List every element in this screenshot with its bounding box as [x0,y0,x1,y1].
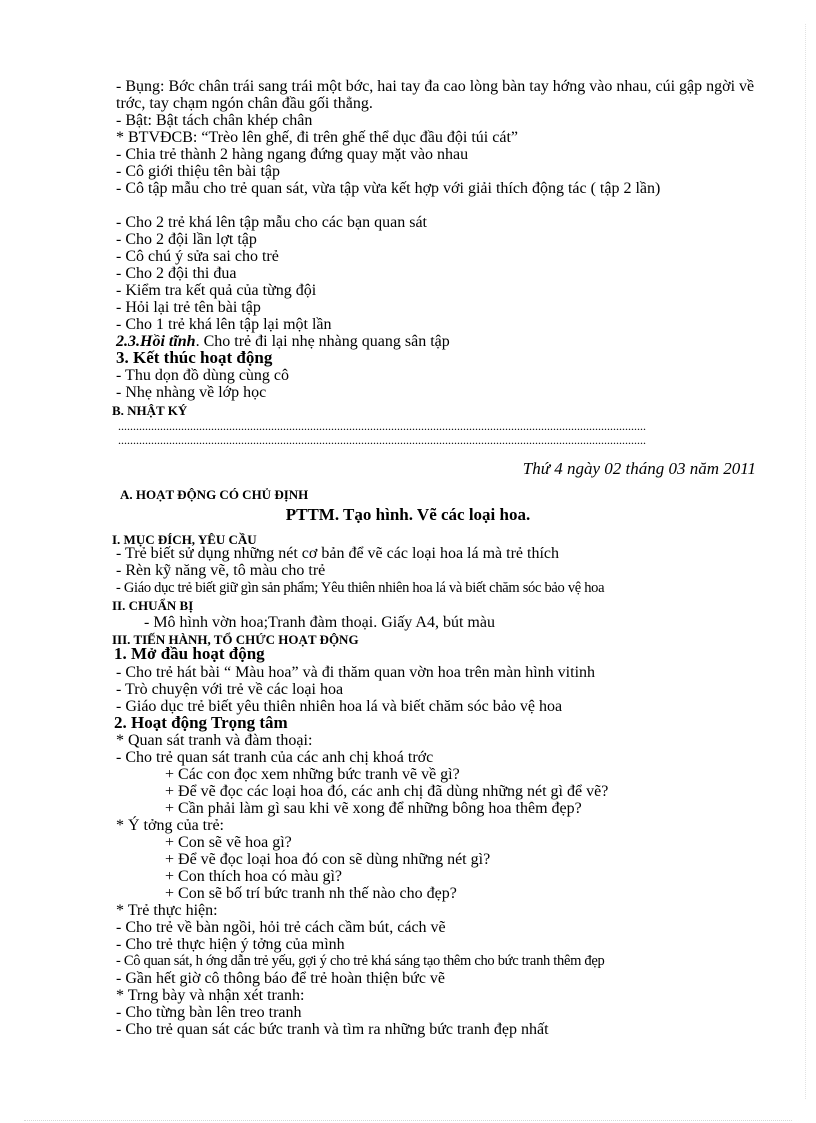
text-line: - Cho trẻ về bàn ngồi, hỏi trẻ cách cầm bút, cách vẽ [116,919,446,936]
text-span: . Cho trẻ đi lại nhẹ nhàng quang sân tập [195,333,450,350]
text-line: - Cô quan sát, h ớng dẫn trẻ yếu, gợi ý cho trẻ khá sáng tạo thêm cho bức tranh thêm đẹp [116,953,605,969]
text-line: - Gần hết giờ cô thông báo để trẻ hoàn thiện bức vẽ [116,970,446,987]
text-line: - Bụng: Bớc chân trái sang trái một bớc, hai tay đa cao lòng bàn tay hớng vào nhau, cúi gập ngời về trớc, tay chạm ngón chân đầu gối thẳng. [116,78,755,112]
dotted-line: ................................................................................................................................................................................ [118,420,646,432]
section-heading: 1. Mở đầu hoạt động [114,644,265,663]
text-line: - Thu dọn đồ dùng cùng cô [116,367,290,384]
text-line: - Cô tập mẫu cho trẻ quan sát, vừa tập vừa kết hợp với giải thích động tác ( tập 2 lần) [116,180,661,197]
text-line: + Con sẽ vẽ hoa gì? [165,834,292,851]
text-line: + Để vẽ đọc các loại hoa đó, các anh chị đã dùng những nét gì để vẽ? [165,783,609,800]
text-line: + Cần phải làm gì sau khi vẽ xong để những bông hoa thêm đẹp? [165,800,582,817]
text-line: - Cho 2 đội lần lợt tập [116,231,257,248]
page-border-right [805,24,806,1099]
section-heading: 2. Hoạt động Trọng tâm [114,713,288,732]
text-line: * BTVĐCB: “Trèo lên ghế, đi trên ghế thể dục đầu đội túi cát” [116,129,518,146]
section-heading: B. NHẬT KÝ [112,403,188,418]
text-line: - Trẻ biết sử dụng những nét cơ bản để vẽ các loại hoa lá mà trẻ thích [116,545,560,562]
text-line: - Cho trẻ quan sát các bức tranh và tìm ra những bức tranh đẹp nhất [116,1021,549,1038]
section-heading: A. HOẠT ĐỘNG CÓ CHỦ ĐỊNH [120,487,309,502]
text-line: + Con thích hoa có màu gì? [165,868,342,885]
page-border-bottom [24,1120,792,1121]
text-line: - Bật: Bật tách chân khép chân [116,112,313,129]
date-line: Thứ 4 ngày 02 tháng 03 năm 2011 [522,459,756,478]
text-line: + Con sẽ bố trí bức tranh nh thế nào cho đẹp? [165,885,457,902]
text-line: - Cho trẻ quan sát tranh của các anh chị khoá trớc [116,749,434,766]
text-line: - Cho 2 đội thi đua [116,265,237,282]
text-line: - Hỏi lại trẻ tên bài tập [116,299,261,316]
text-line: * Quan sát tranh và đàm thoại: [116,732,313,749]
section-heading: II. CHUẨN BỊ [112,598,194,613]
text-line: + Các con đọc xem những bức tranh vẽ về gì? [165,766,460,783]
dotted-line: ................................................................................................................................................................................ [118,434,646,446]
text-line: - Giáo dục trẻ biết yêu thiên nhiên hoa lá và biết chăm sóc bảo vệ hoa [116,698,563,715]
text-line: - Cho trẻ thực hiện ý tởng của mình [116,936,345,953]
text-line: - Trò chuyện với trẻ về các loại hoa [116,681,344,698]
section-heading: 3. Kết thúc hoạt động [116,348,273,367]
section-heading: III. TIẾN HÀNH, TỔ CHỨC HOẠT ĐỘNG [112,632,359,647]
text-line: * Ý tởng của trẻ: [116,817,224,834]
text-line: - Cho 2 trẻ khá lên tập mẫu cho các bạn quan sát [116,214,427,231]
text-line: - Cô chú ý sửa sai cho trẻ [116,248,279,265]
section-heading: I. MỤC ĐÍCH, YÊU CẦU [112,532,257,547]
text-line: - Cho 1 trẻ khá lên tập lại một lần [116,316,332,333]
text-line: - Kiểm tra kết quả của từng đội [116,282,317,299]
text-line: - Cô giới thiệu tên bài tập [116,163,280,180]
text-line: - Cho từng bàn lên treo tranh [116,1004,302,1021]
text-line: - Mô hình vờn hoa;Tranh đàm thoại. Giấy A4, bút màu [144,614,495,631]
text-line: - Nhẹ nhàng về lớp học [116,384,267,401]
page-title: PTTM. Tạo hình. Vẽ các loại hoa. [285,505,531,524]
text-line: - Rèn kỹ năng vẽ, tô màu cho trẻ [116,562,326,579]
text-line: - Cho trẻ hát bài “ Màu hoa” và đi thăm quan vờn hoa trên màn hình vitinh [116,664,596,681]
text-line: - Giáo dục trẻ biết giữ gìn sản phẩm; Yêu thiên nhiên hoa lá và biết chăm sóc bảo vệ hoa [116,580,605,596]
text-line: * Trng bày và nhận xét tranh: [116,987,305,1004]
text-line: - Chia trẻ thành 2 hàng ngang đứng quay mặt vào nhau [116,146,469,163]
text-line: * Trẻ thực hiện: [116,902,218,919]
subheading: 2.3.Hồi tĩnh [116,333,196,350]
text-line: + Để vẽ đọc loại hoa đó con sẽ dùng những nét gì? [165,851,491,868]
